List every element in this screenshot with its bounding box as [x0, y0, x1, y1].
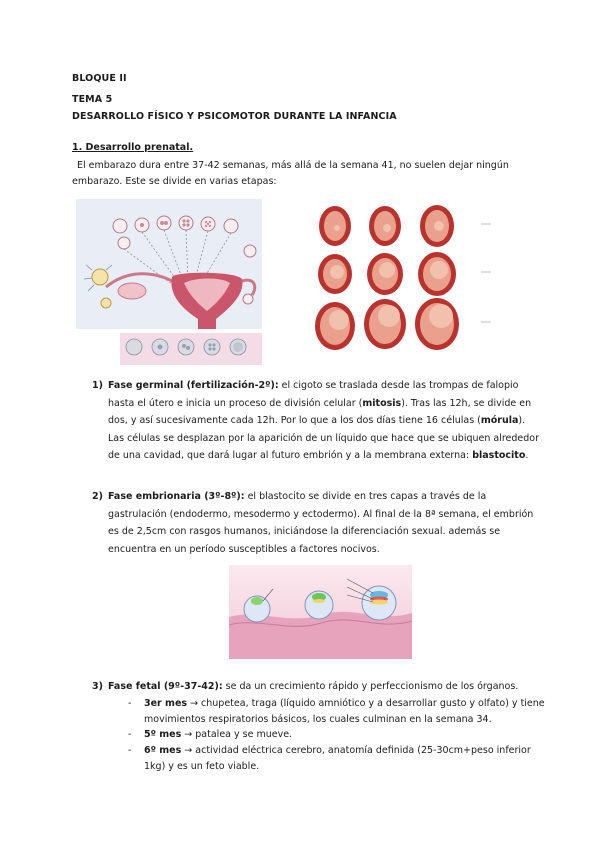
fetus-trimester-diagram	[305, 204, 527, 354]
block-heading: BLOQUE II	[72, 73, 127, 84]
topic-heading: TEMA 5	[72, 94, 113, 105]
list-item	[128, 727, 548, 743]
term-blastocito: blastocito	[472, 450, 526, 461]
term-morula: mórula	[480, 415, 519, 426]
fertilization-figure	[76, 199, 262, 369]
phase-fetal	[92, 678, 542, 696]
list-dash: -	[128, 729, 132, 740]
month-text: → actividad eléctrica cerebro, anatomía definida (25-30cm+peso inferior 1kg) y es un feto viable.	[144, 745, 531, 772]
intro-paragraph: El embarazo dura entre 37-42 semanas, más allá de la semana 41, no suelen dejar ningún embarazo. Este se divide en varias etapas:	[72, 160, 509, 187]
list-dash: -	[128, 745, 132, 756]
section-title: 1. Desarrollo prenatal.	[72, 142, 194, 153]
phase-germinal	[92, 377, 542, 465]
phase-text: ). Las células se desplazan por la aparición de un líquido que hace que se ubiquen alrededor de una cavidad, que dará lugar al futuro embrión y a la membrana externa:	[108, 415, 540, 461]
month-text: → patalea y se mueve.	[181, 729, 293, 740]
phase-text: .	[525, 450, 529, 461]
phase-embrionaria	[92, 488, 542, 558]
phase-title: Fase germinal (fertilización-2º):	[108, 380, 279, 391]
month-label: 6º mes	[144, 745, 182, 756]
trimester-figure	[305, 204, 527, 354]
gastrulation-figure	[229, 565, 412, 659]
document-title: DESARROLLO FÍSICO Y PSICOMOTOR DURANTE LA INFANCIA	[72, 111, 397, 122]
phase-text: el cigoto se traslada desde las trompas de falopio hasta el útero e inicia un proceso de división celular (	[108, 380, 519, 409]
phase-title: Fase fetal (9º-37-42):	[108, 681, 223, 692]
phase-number: 1)	[92, 380, 103, 391]
list-dash: -	[128, 698, 132, 709]
month-label: 5º mes	[144, 729, 182, 740]
fertilization-diagram	[76, 199, 262, 369]
phase-number: 2)	[92, 491, 103, 502]
phase-number: 3)	[92, 681, 103, 692]
gastrulation-diagram	[229, 565, 412, 659]
term-mitosis: mitosis	[362, 397, 402, 409]
phase-text: se da un crecimiento rápido y perfeccionismo de los órganos.	[222, 681, 519, 692]
list-item	[128, 743, 548, 775]
phase-text: el blastocito se divide en tres capas a través de la gastrulación (endodermo, mesodermo y ectodermo). Al final de la 8ª semana, el embrión es de 2,5cm con rasgos humanos, iniciándose la diferenciación sexual. además se encuentra en un período susceptibles a factores nocivos.	[108, 491, 534, 555]
month-text: → chupetea, traga (líquido amniótico y a desarrollar gusto y olfato) y tiene movimientos respiratorios básicos, los cuales culminan en la semana 34.	[144, 698, 545, 725]
phase-text: ). Tras las 12h, se divide en dos, y así sucesivamente cada 12h. Por lo que a los dos días tiene 16 células (	[108, 397, 532, 426]
phase-title: Fase embrionaria (3º-8º):	[108, 491, 245, 502]
month-label: 3er mes	[144, 698, 188, 709]
list-item	[128, 696, 548, 728]
